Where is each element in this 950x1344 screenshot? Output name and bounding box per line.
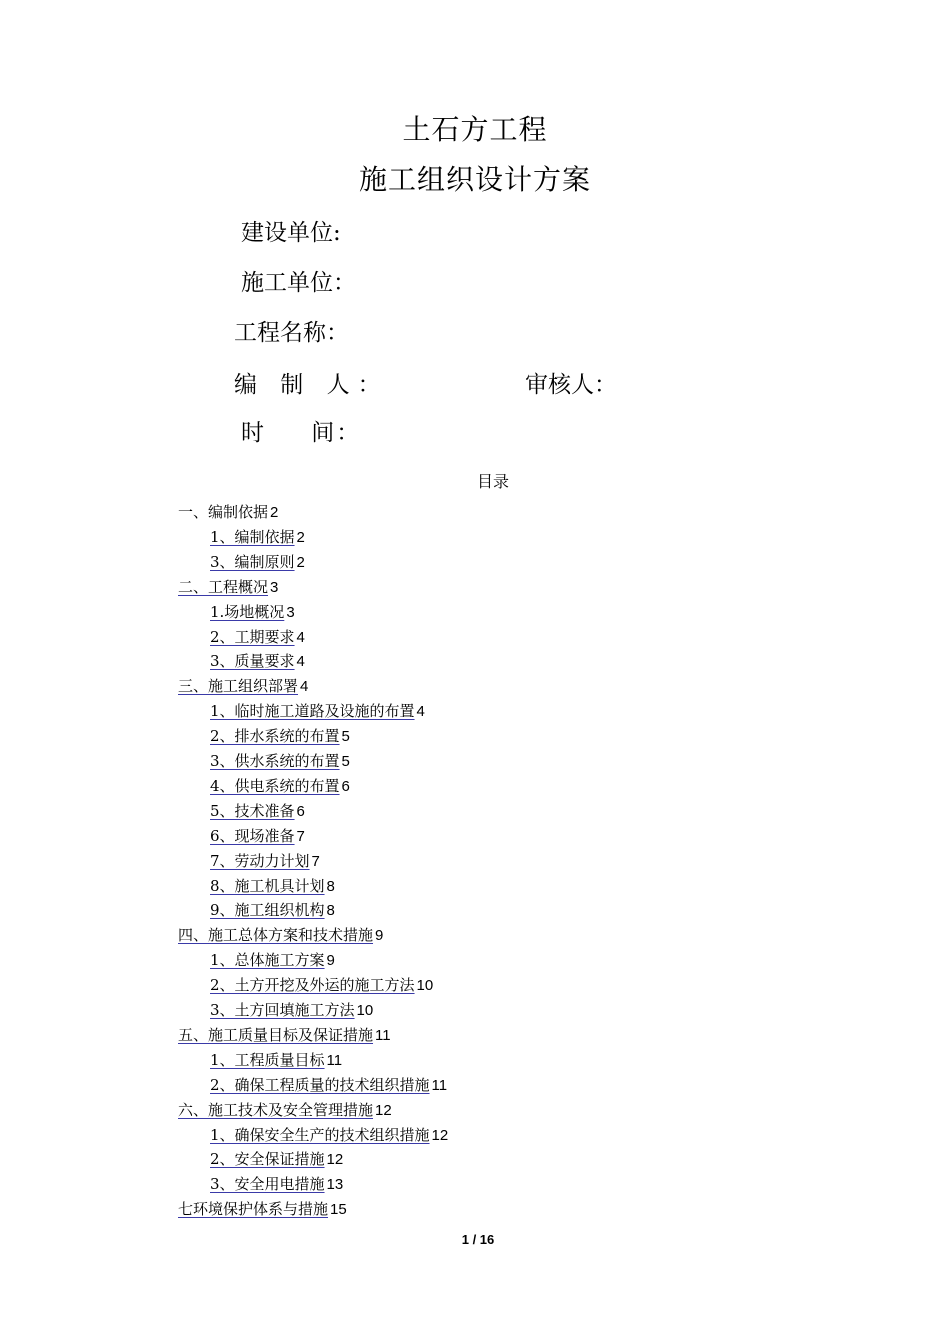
reviewer-label: 审核人： <box>525 372 617 398</box>
builder-unit-label: 施工单位： <box>241 270 356 296</box>
toc-entry[interactable] <box>178 676 308 697</box>
toc-entry-page: 2 <box>270 504 279 521</box>
document-subtitle: 施工组织设计方案 <box>358 163 591 196</box>
toc-entry-page: 3 <box>286 603 295 621</box>
toc-entry-page: 12 <box>431 1126 449 1144</box>
construction-unit-label: 建设单位: <box>241 220 341 246</box>
toc-entry-page: 4 <box>296 653 305 671</box>
toc-entry-page: 3 <box>270 578 279 596</box>
toc-entry-label: 8、施工机具计划 <box>210 876 325 895</box>
toc-entry-page: 13 <box>326 1176 344 1194</box>
toc-heading: 目录 <box>476 472 509 491</box>
toc-entry-label: 1.场地概况 <box>210 602 285 621</box>
toc-entry-page: 2 <box>296 553 305 571</box>
toc-entry-label: 5、技术准备 <box>210 801 295 820</box>
toc-entry-label: 2、工期要求 <box>210 627 295 646</box>
toc-entry-label: 4、供电系统的布置 <box>210 776 340 795</box>
toc-entry-page: 6 <box>296 802 305 820</box>
toc-entry-label: 3、质量要求 <box>210 652 295 671</box>
toc-entry[interactable] <box>210 726 350 747</box>
toc-entry[interactable] <box>178 1199 347 1220</box>
toc-entry[interactable] <box>210 651 305 672</box>
toc-entry[interactable] <box>210 801 305 822</box>
toc-entry-page: 11 <box>326 1051 343 1069</box>
toc-entry-label: 2、排水系统的布置 <box>210 727 340 746</box>
toc-entry[interactable] <box>210 1149 343 1170</box>
toc-entry-label: 7、劳动力计划 <box>210 851 310 870</box>
time-label: 时 间： <box>241 420 362 446</box>
toc-entry-label: 七环境保护体系与措施 <box>178 1200 329 1219</box>
toc-entry-label: 一、编制依据 <box>178 503 269 521</box>
toc-entry-label: 1、编制依据 <box>210 527 295 546</box>
toc-entry-page: 12 <box>326 1151 344 1169</box>
toc-entry[interactable] <box>210 1174 343 1195</box>
toc-entry-page: 8 <box>326 877 335 895</box>
toc-entry-label: 2、土方开挖及外运的施工方法 <box>210 976 415 995</box>
toc-entry-page: 7 <box>296 827 305 845</box>
toc-entry-page: 5 <box>341 728 350 746</box>
toc-entry[interactable] <box>178 1025 391 1046</box>
toc-entry[interactable] <box>210 552 305 573</box>
toc-entry-label: 二、工程概况 <box>178 577 269 596</box>
toc-entry-label: 3、供水系统的布置 <box>210 752 340 770</box>
toc-entry-page: 4 <box>300 678 309 696</box>
toc-entry[interactable] <box>210 876 335 897</box>
toc-entry-label: 三、施工组织部署 <box>178 677 299 696</box>
toc-entry[interactable] <box>210 950 335 971</box>
toc-entry-label: 1、临时施工道路及设施的布置 <box>210 702 415 721</box>
toc-entry-label: 3、编制原则 <box>210 552 295 571</box>
toc-entry[interactable] <box>178 925 383 946</box>
toc-entry-label: 2、安全保证措施 <box>210 1150 325 1169</box>
toc-entry[interactable] <box>210 776 350 797</box>
toc-entry[interactable] <box>210 527 305 548</box>
toc-entry-label: 6、现场准备 <box>210 826 295 845</box>
toc-entry-page: 10 <box>356 1002 374 1019</box>
toc-entry-label: 五、施工质量目标及保证措施 <box>178 1025 374 1044</box>
toc-entry-page: 11 <box>375 1026 391 1044</box>
toc-entry-label: 1、工程质量目标 <box>210 1050 325 1069</box>
toc-entry-label: 3、土方回填施工方法 <box>210 1001 355 1019</box>
toc-entry[interactable] <box>210 826 305 847</box>
toc-entry-page: 5 <box>341 753 350 770</box>
toc-entry[interactable] <box>210 1125 448 1146</box>
toc-entry-label: 六、施工技术及安全管理措施 <box>178 1100 374 1119</box>
toc-entry-page: 4 <box>416 703 425 721</box>
toc-entry[interactable] <box>178 1100 392 1121</box>
project-name-label: 工程名称： <box>234 320 349 346</box>
toc-entry[interactable] <box>178 577 278 598</box>
toc-entry-page: 2 <box>296 528 305 546</box>
toc-entry-page: 12 <box>375 1101 392 1119</box>
toc-entry-label: 四、施工总体方案和技术措施 <box>178 926 374 945</box>
toc-entry-label: 1、确保安全生产的技术组织措施 <box>210 1125 430 1144</box>
toc-entry-label: 9、施工组织机构 <box>210 901 325 920</box>
toc-entry[interactable] <box>210 627 305 648</box>
toc-entry[interactable] <box>210 851 320 872</box>
toc-entry[interactable] <box>210 602 295 623</box>
toc-entry[interactable] <box>210 1000 373 1021</box>
toc-entry[interactable] <box>210 1075 447 1096</box>
compiler-label: 编 制 人： <box>234 372 389 398</box>
toc-entry[interactable] <box>210 1050 342 1071</box>
toc-entry-page: 9 <box>326 952 335 970</box>
toc-entry[interactable] <box>210 751 350 772</box>
toc-entry-label: 2、确保工程质量的技术组织措施 <box>210 1075 430 1094</box>
toc-entry[interactable] <box>210 900 335 921</box>
toc-entry-page: 7 <box>311 852 320 870</box>
toc-entry <box>178 502 278 523</box>
toc-entry-page: 15 <box>330 1201 347 1219</box>
toc-entry[interactable] <box>210 975 433 996</box>
document-title: 土石方工程 <box>402 113 548 146</box>
toc-entry-page: 8 <box>326 902 335 920</box>
page-indicator: 1 / 16 <box>461 1232 495 1247</box>
toc-entry-label: 3、安全用电措施 <box>210 1175 325 1194</box>
toc-entry-label: 1、总体施工方案 <box>210 951 325 970</box>
toc-entry[interactable] <box>210 701 425 722</box>
toc-entry-page: 9 <box>375 927 384 945</box>
toc-entry-page: 11 <box>431 1076 448 1094</box>
toc-entry-page: 6 <box>341 777 350 795</box>
toc-entry-page: 10 <box>416 977 434 995</box>
toc-entry-page: 4 <box>296 628 305 646</box>
